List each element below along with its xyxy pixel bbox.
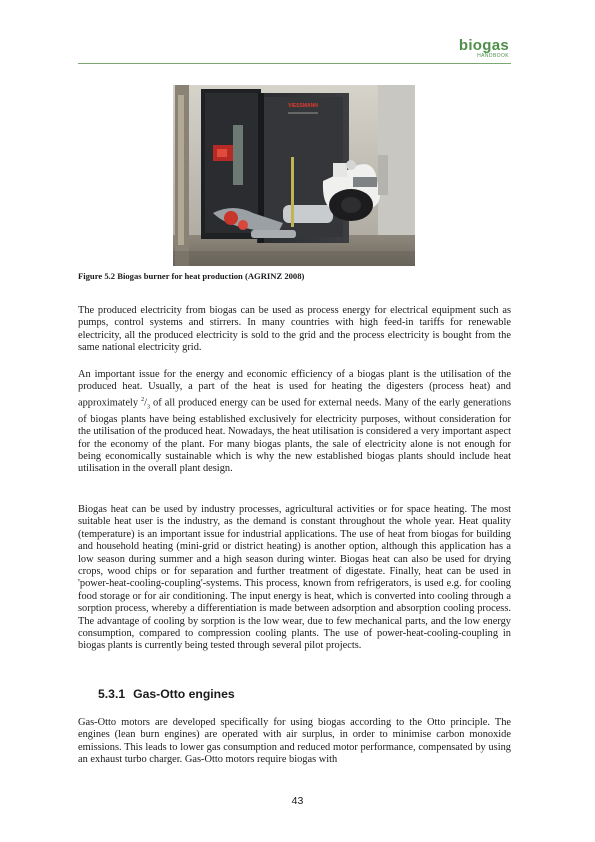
paragraph-heat-text-start: An important issue for the energy and economic efficiency of a biogas plant is the utilisation of the produced heat. Usually, a part of the heat is used for heating the digesters (process heat) and approximately — [78, 369, 511, 409]
paragraph-heat-users: Biogas heat can be used by industry processes, agricultural activities or for space heating. The most suitable heat user is the industry, as the demand is constant throughout the whole year. Heat quality (temperature) is an important issue for industrial applications. The use of heat from biogas for building and household heating (mini-grid or district heating) is another option, although this application has a low season during summer and a high season during winter. Biogas heat can also be used for drying crops, wood chips or for separation and further treatment of digestate. Finally, heat can be used in 'power-heat-cooling-coupling'-systems. This process, known from refrigerators, is used e.g. for cooling food storage or for air conditioning. The input energy is heat, which is converted into cooling through a sorption process, whereby a differentiation is made between adsorption and absorption cooling process. The advantage of cooling by sorption is the low wear, due to few mechanical parts, and the low energy consumption, compared to compression cooling plants. The use of power-heat-cooling-coupling in biogas plants is currently being tested through several pilot projects. — [78, 504, 511, 652]
paragraph-gas-otto-engines: Gas-Otto motors are developed specifically for using biogas according to the Otto principle. The engines (lean burn engines) are operated with air surplus, in order to minimise carbon monoxide emissions. This leads to lower gas consumption and reduced motor performance, compensated by using an exhaust turbo charger. Gas-Otto motors require biogas with — [78, 717, 511, 766]
burner-photo-illustration — [173, 85, 415, 266]
paragraph-heat-text-end: of all produced energy can be used for external needs. Many of the early generations of biogas plants have being established exclusively for electricity purposes, without consideration for the utilisation of the produced heat. Nowadays, the heat utilisation is considered a very important aspect for the economy of the plant. For many biogas plants, the sale of electricity alone is not enough for being economically sustainable which is why the new established biogas plants should include heat utilisation in the overall plant design. — [78, 397, 511, 475]
fraction-numerator: 2 — [141, 396, 145, 403]
logo-main-text: biogas — [458, 37, 509, 54]
fraction-slash: / — [144, 397, 147, 409]
figure-caption: Figure 5.2 Biogas burner for heat production (AGRINZ 2008) — [78, 271, 305, 281]
header-rule — [78, 63, 511, 64]
figure-biogas-burner-photo — [173, 85, 415, 266]
section-title: Gas-Otto engines — [133, 687, 235, 701]
paragraph-heat-utilisation — [78, 369, 511, 476]
biogas-handbook-logo — [459, 38, 509, 60]
fraction-denominator: 3 — [146, 404, 150, 411]
section-number: 5.3.1 — [98, 687, 126, 701]
section-heading — [98, 687, 235, 701]
burner-brand-label: VIESSMANN — [288, 103, 318, 109]
page-number: 43 — [291, 795, 304, 807]
paragraph-electricity-use: The produced electricity from biogas can be used as process energy for electrical equipment such as pumps, control systems and stirrers. In many countries with high feed-in tariffs for renewable electricity, all the produced electricity is sold to the grid and the process electricity is bought from the same national electricity grid. — [78, 305, 511, 354]
logo-sub-text: HANDBOOK — [477, 53, 509, 59]
